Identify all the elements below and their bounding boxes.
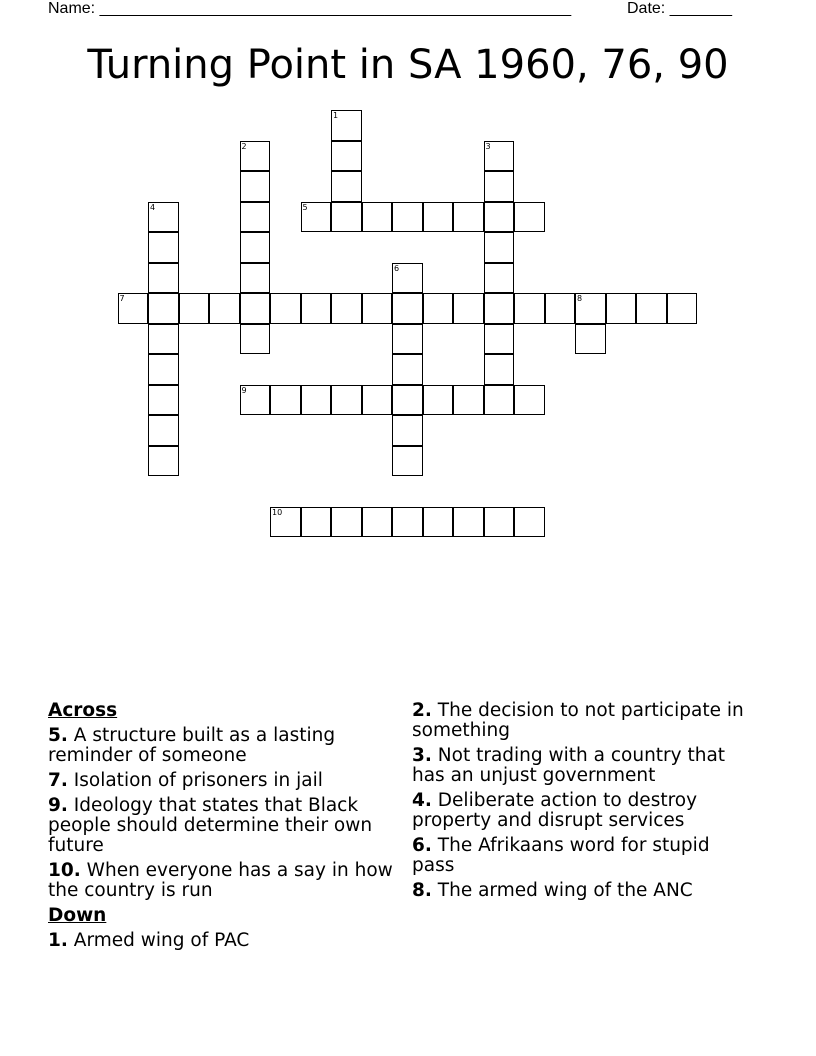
grid-cell[interactable] — [484, 507, 515, 538]
grid-cell[interactable] — [484, 293, 515, 324]
clue-number: 1. — [48, 930, 68, 951]
grid-cell[interactable] — [148, 354, 179, 385]
clue-number: 5. — [48, 725, 68, 746]
clue-text: The armed wing of the ANC — [437, 880, 693, 901]
grid-cell[interactable] — [392, 324, 423, 355]
grid-cell[interactable] — [148, 446, 179, 477]
grid-cell[interactable] — [301, 385, 332, 416]
grid-cell[interactable] — [423, 202, 454, 233]
clue-text: Armed wing of PAC — [73, 930, 250, 951]
grid-cell[interactable] — [148, 415, 179, 446]
across-clue — [48, 726, 393, 766]
cell-number: 4 — [150, 202, 156, 212]
grid-cell[interactable] — [331, 171, 362, 202]
grid-cell[interactable] — [514, 507, 545, 538]
grid-cell[interactable] — [484, 385, 515, 416]
across-clue — [48, 771, 393, 791]
grid-cell[interactable] — [423, 385, 454, 416]
grid-cell[interactable] — [484, 324, 515, 355]
grid-cell[interactable] — [453, 507, 484, 538]
grid-cell[interactable] — [392, 446, 423, 477]
grid-cell[interactable] — [301, 293, 332, 324]
grid-cell[interactable] — [575, 293, 606, 324]
grid-cell[interactable] — [240, 263, 271, 294]
cell-number: 6 — [394, 263, 400, 273]
grid-cell[interactable] — [484, 232, 515, 263]
clue-text: Not trading with a country that has an unjust government — [412, 745, 726, 786]
grid-cell[interactable] — [453, 202, 484, 233]
clue-text: Deliberate action to destroy property and disrupt services — [412, 790, 698, 831]
grid-cell[interactable] — [240, 385, 271, 416]
puzzle-title: Turning Point in SA 1960, 76, 90 — [87, 42, 729, 88]
clue-number: 4. — [412, 790, 432, 811]
grid-cell[interactable] — [331, 385, 362, 416]
cell-number: 9 — [241, 385, 247, 395]
grid-cell[interactable] — [392, 263, 423, 294]
clue-number: 3. — [412, 745, 432, 766]
down-heading: Down — [48, 905, 107, 926]
grid-cell[interactable] — [575, 324, 606, 355]
cell-number: 2 — [241, 141, 247, 151]
grid-cell[interactable] — [514, 202, 545, 233]
down-clue — [412, 791, 757, 831]
clue-number: 2. — [412, 700, 432, 721]
grid-cell[interactable] — [392, 507, 423, 538]
grid-cell[interactable] — [240, 141, 271, 172]
grid-cell[interactable] — [606, 293, 637, 324]
grid-cell[interactable] — [484, 354, 515, 385]
clue-text: The Afrikaans word for stupid pass — [412, 835, 710, 876]
down-clue — [412, 701, 757, 741]
grid-cell[interactable] — [453, 385, 484, 416]
grid-cell[interactable] — [331, 141, 362, 172]
grid-cell[interactable] — [362, 507, 393, 538]
down-clue — [412, 881, 757, 901]
down-clue — [48, 931, 393, 951]
cell-number: 5 — [302, 202, 308, 212]
grid-cell[interactable] — [453, 293, 484, 324]
grid-cell[interactable] — [362, 202, 393, 233]
cell-number: 7 — [119, 294, 125, 303]
clue-number: 6. — [412, 835, 432, 856]
grid-cell[interactable] — [209, 293, 240, 324]
clues-right-column — [412, 701, 757, 906]
down-clue — [412, 836, 757, 876]
clue-text: Ideology that states that Black people should determine their own future — [48, 795, 373, 856]
across-clue — [48, 861, 393, 901]
grid-cell[interactable] — [423, 293, 454, 324]
grid-cell[interactable] — [148, 202, 179, 233]
grid-cell[interactable] — [484, 171, 515, 202]
clue-text: When everyone has a say in how the country is run — [48, 860, 393, 901]
grid-cell[interactable] — [484, 202, 515, 233]
grid-cell[interactable] — [148, 232, 179, 263]
grid-cell[interactable] — [484, 141, 515, 172]
date-field-label: Date: _______ — [627, 0, 732, 17]
grid-cell[interactable] — [392, 354, 423, 385]
grid-cell[interactable] — [545, 293, 576, 324]
grid-cell[interactable] — [148, 293, 179, 324]
clue-text: The decision to not participate in something — [412, 700, 744, 741]
name-field-label: Name: _____________________________________________________ — [48, 0, 572, 17]
grid-cell[interactable] — [148, 263, 179, 294]
grid-cell[interactable] — [240, 324, 271, 355]
grid-cell[interactable] — [270, 385, 301, 416]
grid-cell[interactable] — [148, 324, 179, 355]
grid-cell[interactable] — [240, 293, 271, 324]
clue-number: 9. — [48, 795, 68, 816]
grid-cell[interactable] — [148, 385, 179, 416]
grid-cell[interactable] — [331, 202, 362, 233]
clues-left-column — [48, 701, 393, 956]
grid-cell[interactable] — [270, 507, 301, 538]
grid-cell[interactable] — [362, 293, 393, 324]
grid-cell[interactable] — [514, 293, 545, 324]
cell-number: 3 — [485, 141, 491, 151]
across-clue — [48, 796, 393, 856]
cell-number: 10 — [272, 507, 283, 517]
clue-text: A structure built as a lasting reminder of someone — [48, 725, 336, 766]
grid-cell[interactable] — [392, 202, 423, 233]
grid-cell[interactable] — [392, 385, 423, 416]
clue-number: 10. — [48, 860, 81, 881]
grid-cell[interactable] — [392, 293, 423, 324]
grid-cell[interactable] — [240, 171, 271, 202]
clue-number: 7. — [48, 770, 68, 791]
clue-number: 8. — [412, 880, 432, 901]
grid-cell[interactable] — [240, 202, 271, 233]
grid-cell[interactable] — [331, 110, 362, 141]
clue-text: Isolation of prisoners in jail — [73, 770, 323, 791]
cell-number: 8 — [577, 294, 583, 303]
grid-cell[interactable] — [484, 263, 515, 294]
grid-cell[interactable] — [240, 232, 271, 263]
grid-cell[interactable] — [301, 202, 332, 233]
down-clue — [412, 746, 757, 786]
grid-cell[interactable] — [301, 507, 332, 538]
grid-cell[interactable] — [362, 385, 393, 416]
across-heading: Across — [48, 700, 118, 721]
grid-cell[interactable] — [514, 385, 545, 416]
grid-cell[interactable] — [423, 507, 454, 538]
grid-cell[interactable] — [392, 415, 423, 446]
grid-cell[interactable] — [179, 293, 210, 324]
cell-number: 1 — [333, 111, 339, 120]
grid-cell[interactable] — [667, 293, 698, 324]
grid-cell[interactable] — [331, 293, 362, 324]
grid-cell[interactable] — [331, 507, 362, 538]
grid-cell[interactable] — [636, 293, 667, 324]
grid-cell[interactable] — [270, 293, 301, 324]
grid-cell[interactable] — [118, 293, 149, 324]
